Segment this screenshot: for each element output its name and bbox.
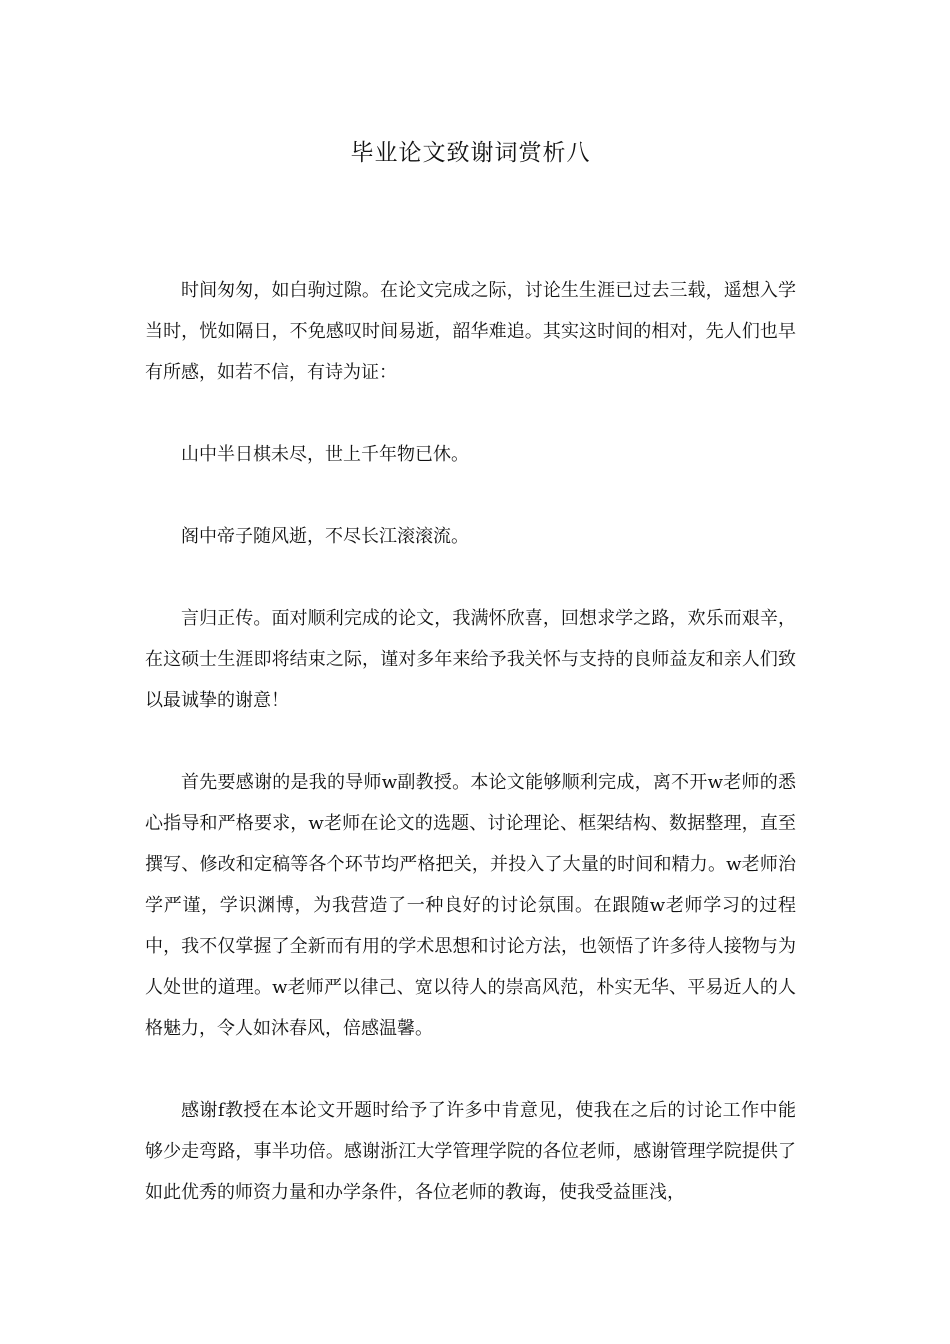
poem-line-2: 阁中帝子随风逝，不尽长江滚滚流。 <box>181 526 469 547</box>
paragraph-intro: 时间匆匆，如白驹过隙。在论文完成之际，讨论生生涯已过去三载，遥想入学当时，恍如隔日，不免感叹时间易逝，韶华难追。其实这时间的相对，先人们也早有所感，如若不信，有诗为证： <box>145 280 796 383</box>
poem-line-1: 山中半日棋未尽，世上千年物已休。 <box>181 444 469 465</box>
paragraph-teachers: 感谢f教授在本论文开题时给予了许多中肯意见，使我在之后的讨论工作中能够少走弯路，事半功倍。感谢浙江大学管理学院的各位老师，感谢管理学院提供了如此优秀的师资力量和办学条件，各位老师的教诲，使我受益匪浅， <box>145 1100 796 1203</box>
document-title: 毕业论文致谢词赏析八 <box>350 140 591 166</box>
paragraph-gratitude: 言归正传。面对顺利完成的论文，我满怀欣喜，回想求学之路，欢乐而艰辛，在这硕士生涯即将结束之际，谨对多年来给予我关怀与支持的良师益友和亲人们致以最诚挚的谢意！ <box>145 608 796 711</box>
paragraph-advisor: 首先要感谢的是我的导师w副教授。本论文能够顺利完成，离不开w老师的悉心指导和严格要求，w老师在论文的选题、讨论理论、框架结构、数据整理，直至撰写、修改和定稿等各个环节均严格把关，并投入了大量的时间和精力。w老师治学严谨，学识渊博，为我营造了一种良好的讨论氛围。在跟随w老师学习的过程中，我不仅掌握了全新而有用的学术思想和讨论方法，也领悟了许多待人接物与为人处世的道理。w老师严以律己、宽以待人的崇高风范，朴实无华、平易近人的人格魅力，令人如沐春风，倍感温馨。 <box>145 772 796 1039</box>
document-body <box>145 270 796 1213</box>
